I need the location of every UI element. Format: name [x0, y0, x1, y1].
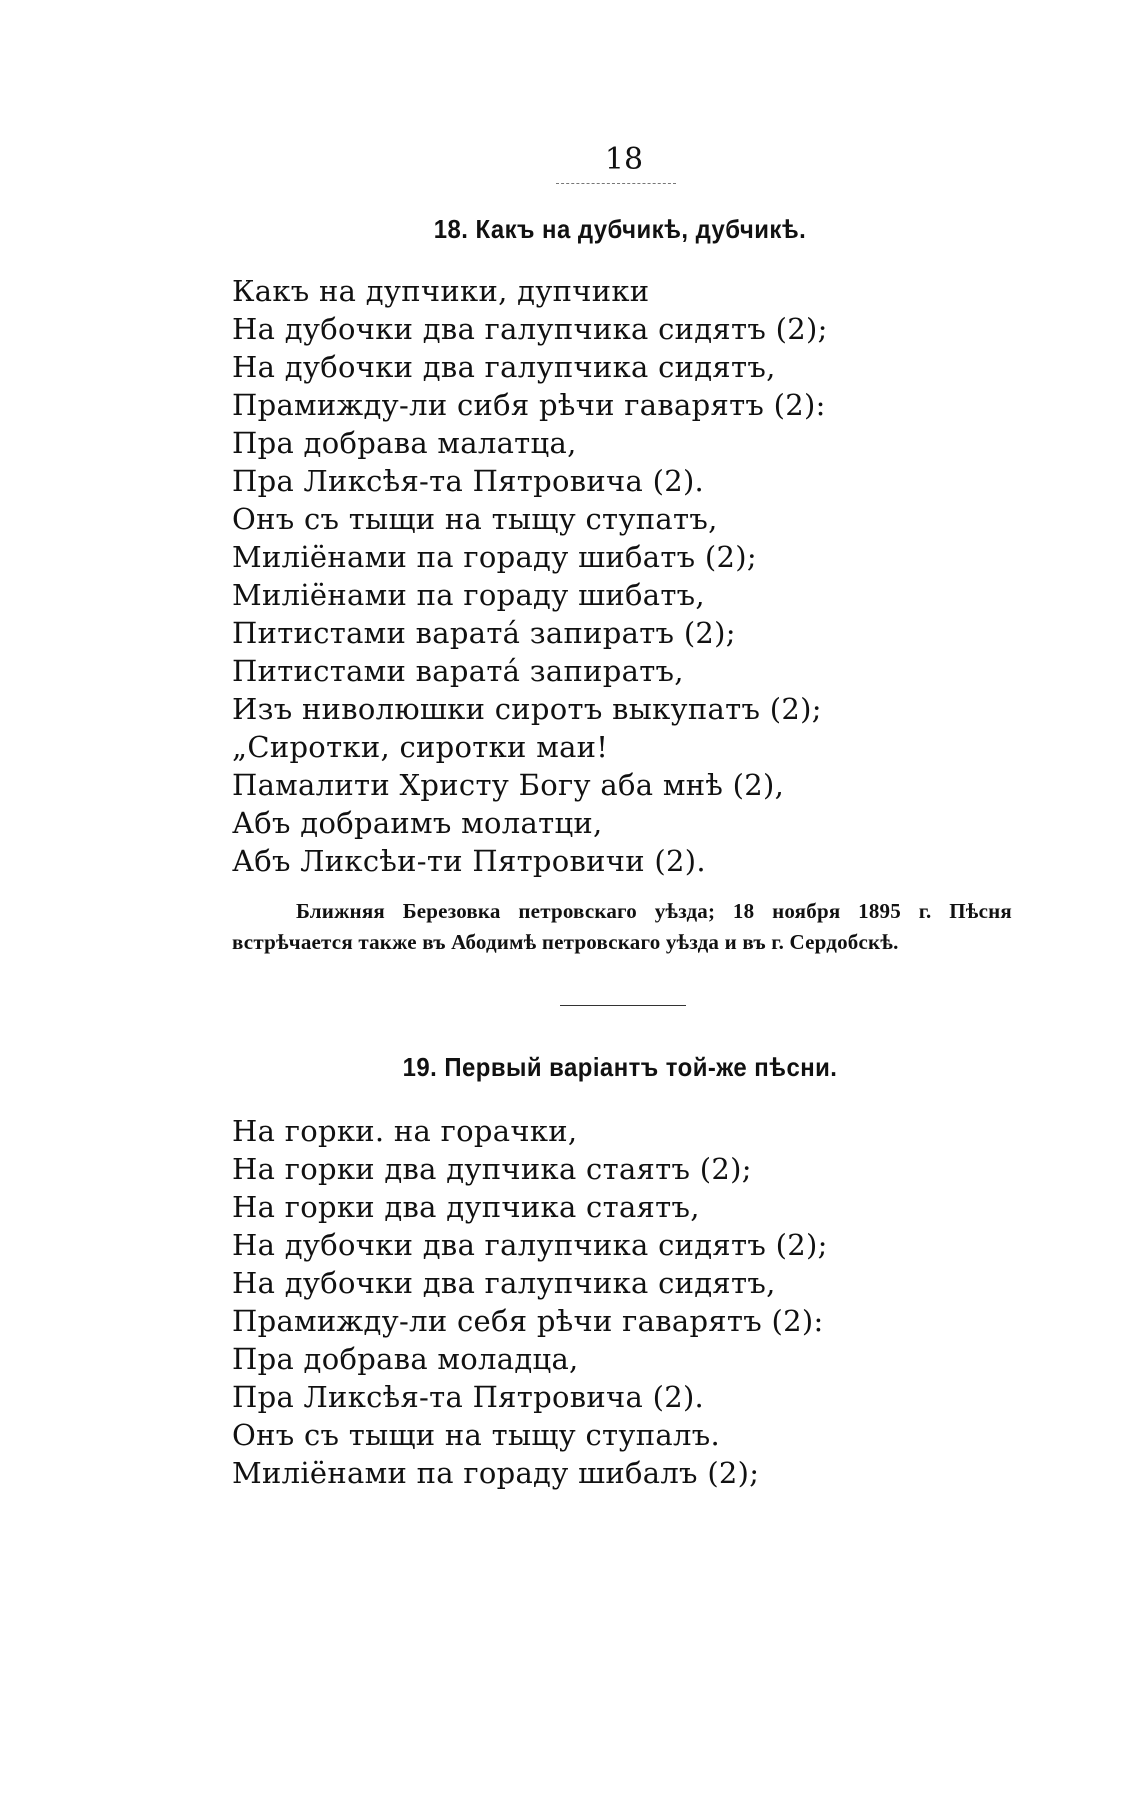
page-number: 18: [604, 142, 644, 177]
verse-line: Какъ на дупчики, дупчики: [232, 274, 650, 308]
verse-line: Миліёнами па гораду шибалъ (2);: [232, 1456, 760, 1490]
verse-line: Абъ Ликсѣи-ти Пятровичи (2).: [232, 844, 706, 878]
verse-line: Изъ ниволюшки сиротъ выкупатъ (2);: [232, 692, 822, 726]
verse-line: На дубочки два галупчика сидятъ (2);: [232, 312, 828, 346]
verse-line: На горки два дупчика стаятъ,: [232, 1190, 700, 1224]
verse-line: На дубочки два галупчика сидятъ (2);: [232, 1228, 828, 1262]
verse-line: Миліёнами па гораду шибатъ (2);: [232, 540, 757, 574]
verse-line: На горки. на горачки,: [232, 1114, 578, 1148]
verse-line: На дубочки два галупчика сидятъ,: [232, 350, 776, 384]
verse-line: Памалити Христу Богу аба мнѣ (2),: [232, 768, 785, 802]
verse-line: Пра добрава моладца,: [232, 1342, 579, 1376]
verse-line: Онъ съ тыщи на тыщу ступалъ.: [232, 1418, 720, 1452]
source-note-text: Ближняя Березовка петровскаго уѣзда; 18 ноября 1895 г. Пѣсня встрѣчается также въ Абодимѣ петровскаго уѣзда и въ г. Сердобскѣ.: [232, 899, 1012, 954]
verse-line: На горки два дупчика стаятъ (2);: [232, 1152, 752, 1186]
verse-line: Абъ добраимъ молатци,: [232, 806, 603, 840]
verse-line: На дубочки два галупчика сидятъ,: [232, 1266, 776, 1300]
song-18-source-note: [232, 896, 1012, 958]
song-19-verse: [232, 1112, 1032, 1492]
verse-line: Пра добрава малатца,: [232, 426, 577, 460]
verse-line: Миліёнами па гораду шибатъ,: [232, 578, 705, 612]
song-title-19: 19. Первый варіантъ той-же пѣсни.: [402, 1052, 838, 1082]
verse-line: Питистами варатá запиратъ,: [232, 654, 684, 688]
section-divider: [560, 1005, 686, 1006]
verse-line: Прамижду-ли себя рѣчи гаварятъ (2):: [232, 1304, 824, 1338]
verse-line: „Сиротки, сиротки маи!: [232, 730, 609, 764]
song-title-18: 18. Какъ на дубчикѣ, дубчикѣ.: [433, 214, 807, 244]
verse-line: Пра Ликсѣя-та Пятровича (2).: [232, 1380, 705, 1414]
verse-line: Прамижду-ли сибя рѣчи гаварятъ (2):: [232, 388, 826, 422]
verse-line: Онъ съ тыщи на тыщу ступатъ,: [232, 502, 718, 536]
verse-line: Питистами варатá запиратъ (2);: [232, 616, 736, 650]
verse-line: Пра Ликсѣя-та Пятровича (2).: [232, 464, 705, 498]
song-18-verse: [232, 272, 1032, 880]
page-number-rule: [556, 183, 676, 184]
